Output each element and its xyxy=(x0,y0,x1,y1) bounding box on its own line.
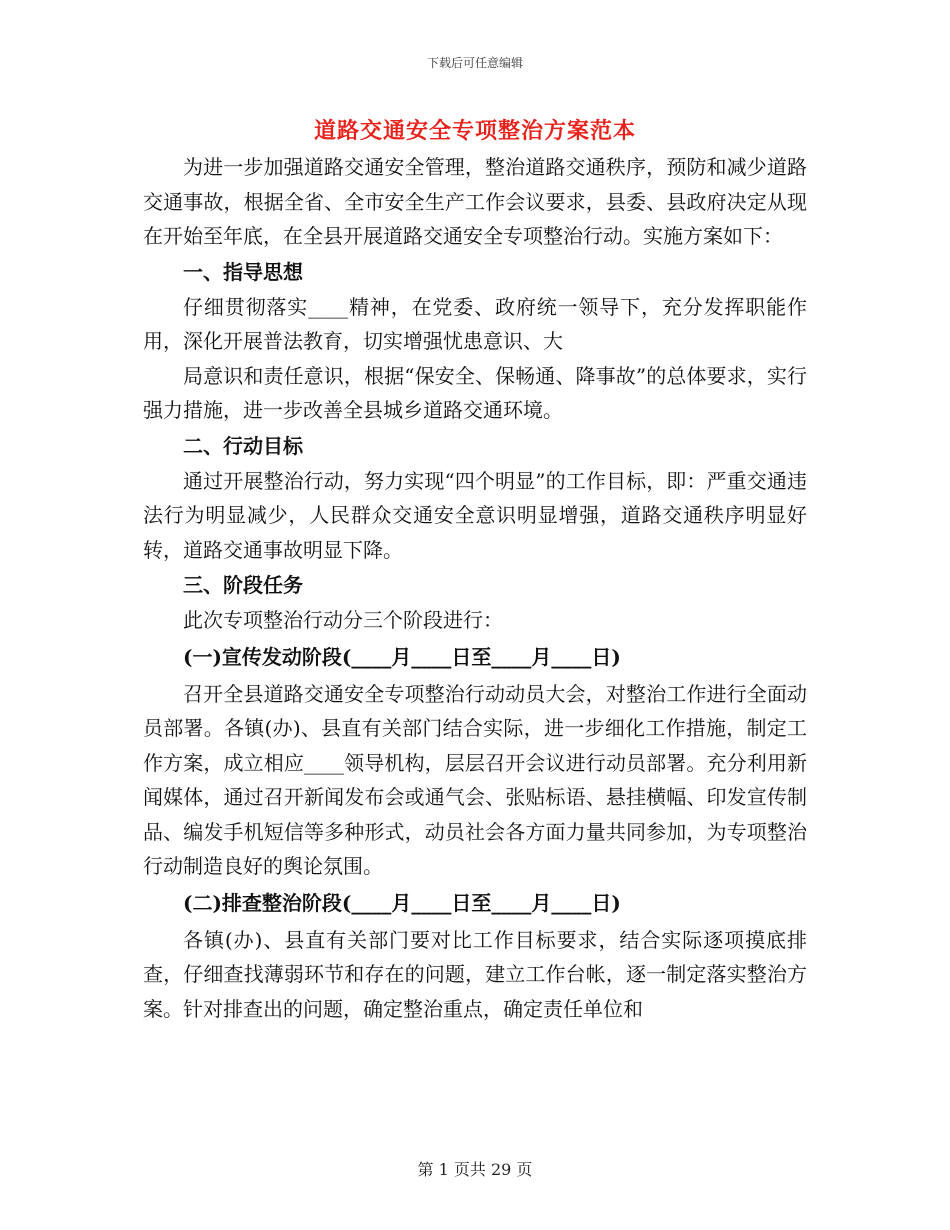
header-note: 下载后可任意编辑 xyxy=(426,56,523,70)
body-paragraph: 召开全县道路交通安全专项整治行动动员大会，对整治工作进行全面动员部署。各镇(办)、县直有关部门结合实际，进一步细化工作措施，制定工作方案，成立相应____领导机构，层层召开会议进行动员部署。充分利用新闻媒体，通过召开新闻发布会或通气会、张贴标语、悬挂横幅、印发宣传制品、编发手机短信等多种形式，动员社会各方面力量共同参加，为专项整治行动制造良好的舆论氛围。 xyxy=(143,681,807,878)
section-heading-stage-tasks: 三、阶段任务 xyxy=(183,573,303,597)
document-title: 道路交通安全专项整治方案范本 xyxy=(313,118,636,144)
subsection-heading-inspection-stage: (二)排查整治阶段(____月____日至____月____日) xyxy=(183,890,621,915)
body-paragraph: 此次专项整治行动分三个阶段进行： xyxy=(183,608,503,632)
subsection-heading-publicity-stage: (一)宣传发动阶段(____月____日至____月____日) xyxy=(183,644,621,669)
page-number: 第 1 页共 29 页 xyxy=(417,1160,533,1179)
body-paragraph: 局意识和责任意识，根据“保安全、保畅通、降事故”的总体要求，实行强力措施，进一步改善全县城乡道路交通环境。 xyxy=(143,363,807,422)
document-body xyxy=(143,150,807,1026)
body-paragraph: 各镇(办)、县直有关部门要对比工作目标要求，结合实际逐项摸底排查，仔细查找薄弱环节和存在的问题，建立工作台帐，逐一制定落实整治方案。针对排查出的问题，确定整治重点，确定责任单位和 xyxy=(143,927,807,1021)
body-paragraph: 仔细贯彻落实____精神，在党委、政府统一领导下，充分发挥职能作用，深化开展普法教育，切实增强忧患意识、大 xyxy=(143,294,807,353)
intro-paragraph: 为进一步加强道路交通安全管理，整治道路交通秩序，预防和减少道路交通事故，根据全省、全市安全生产工作会议要求，县委、县政府决定从现在开始至年底，在全县开展道路交通安全专项整治行动。实施方案如下： xyxy=(143,155,807,248)
body-paragraph: 通过开展整治行动，努力实现“四个明显”的工作目标，即：严重交通违法行为明显减少，人民群众交通安全意识明显增强，道路交通秩序明显好转，道路交通事故明显下降。 xyxy=(143,468,807,562)
section-heading-action-goals: 二、行动目标 xyxy=(183,433,303,458)
section-heading-guiding-thought: 一、指导思想 xyxy=(183,259,303,284)
